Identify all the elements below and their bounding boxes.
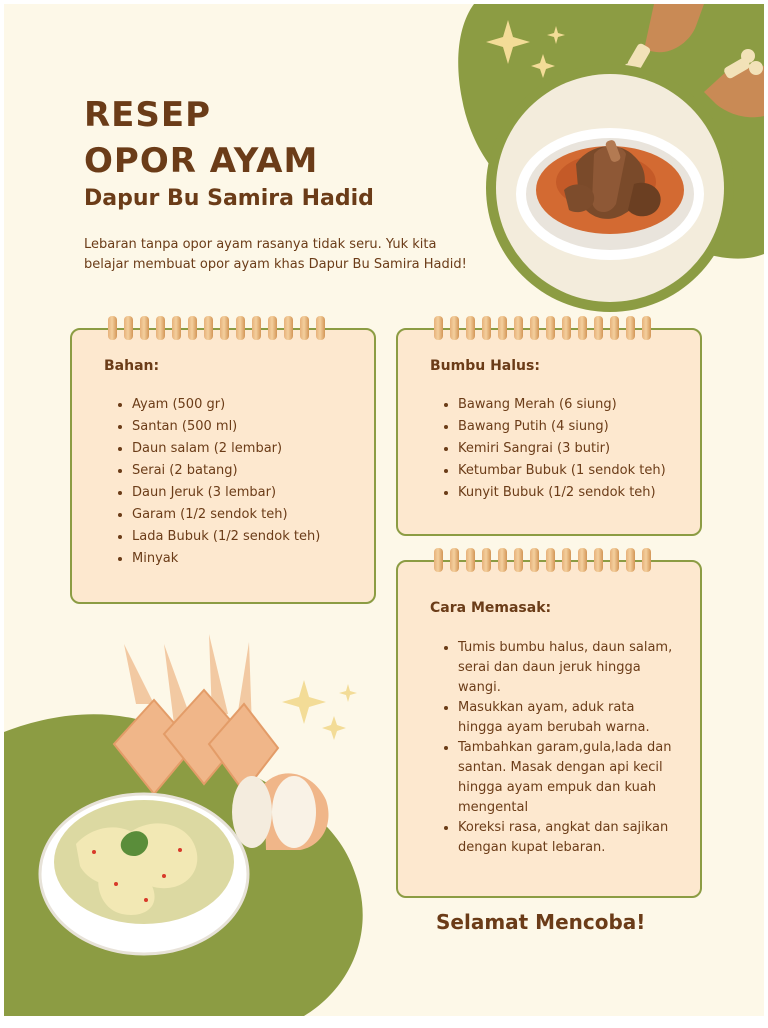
page-subtitle: Dapur Bu Samira Hadid (84, 186, 374, 211)
list-item: • Ayam (500 gr) (132, 394, 320, 416)
list-item: • Ketumbar Bubuk (1 sendok teh) (458, 460, 666, 482)
closing-text: Selamat Mencoba! (436, 910, 646, 934)
list-item: • Daun Jeruk (3 lembar) (132, 482, 320, 504)
bahan-title: Bahan: (104, 358, 160, 374)
bumbu-halus-list (434, 394, 666, 504)
list-item: • Koreksi rasa, angkat dan sajikan dengan kupat lebaran. (458, 818, 678, 858)
list-item: • Kemiri Sangrai (3 butir) (458, 438, 666, 460)
list-item: • Kunyit Bubuk (1/2 sendok teh) (458, 482, 666, 504)
bahan-list (108, 394, 320, 570)
opor-ayam-photo (486, 64, 734, 312)
list-item: • Bawang Putih (4 siung) (458, 416, 666, 438)
page-title (84, 92, 318, 184)
cara-memasak-list (434, 638, 678, 858)
list-item: • Tumis bumbu halus, daun salam, serai dan daun jeruk hingga wangi. (458, 638, 678, 698)
recipe-page (4, 4, 764, 1016)
list-item: • Bawang Merah (6 siung) (458, 394, 666, 416)
list-item: • Serai (2 batang) (132, 460, 320, 482)
list-item: • Daun salam (2 lembar) (132, 438, 320, 460)
spiral-binding (434, 316, 651, 340)
list-item: • Garam (1/2 sendok teh) (132, 504, 320, 526)
bumbu-halus-card (396, 328, 702, 536)
bahan-card (70, 328, 376, 604)
sparkle-icon (282, 680, 357, 740)
list-item: • Tambahkan garam,gula,lada dan santan. Masak dengan api kecil hingga ayam empuk dan kuah mengental (458, 738, 678, 818)
list-item: • Santan (500 ml) (132, 416, 320, 438)
bowl-icon (40, 794, 248, 954)
bumbu-halus-title: Bumbu Halus: (430, 358, 540, 374)
spiral-binding (108, 316, 325, 340)
cara-memasak-card (396, 560, 702, 898)
list-item: • Minyak (132, 548, 320, 570)
list-item: • Masukkan ayam, aduk rata hingga ayam berubah warna. (458, 698, 678, 738)
list-item: • Lada Bubuk (1/2 sendok teh) (132, 526, 320, 548)
spiral-binding (434, 548, 651, 572)
intro-text: Lebaran tanpa opor ayam rasanya tidak seru. Yuk kita belajar membuat opor ayam khas Dapur Bu Samira Hadid! (84, 237, 467, 272)
title-line-1: RESEP (84, 95, 212, 135)
title-line-2: OPOR AYAM (84, 141, 319, 181)
cara-memasak-title: Cara Memasak: (430, 600, 552, 616)
